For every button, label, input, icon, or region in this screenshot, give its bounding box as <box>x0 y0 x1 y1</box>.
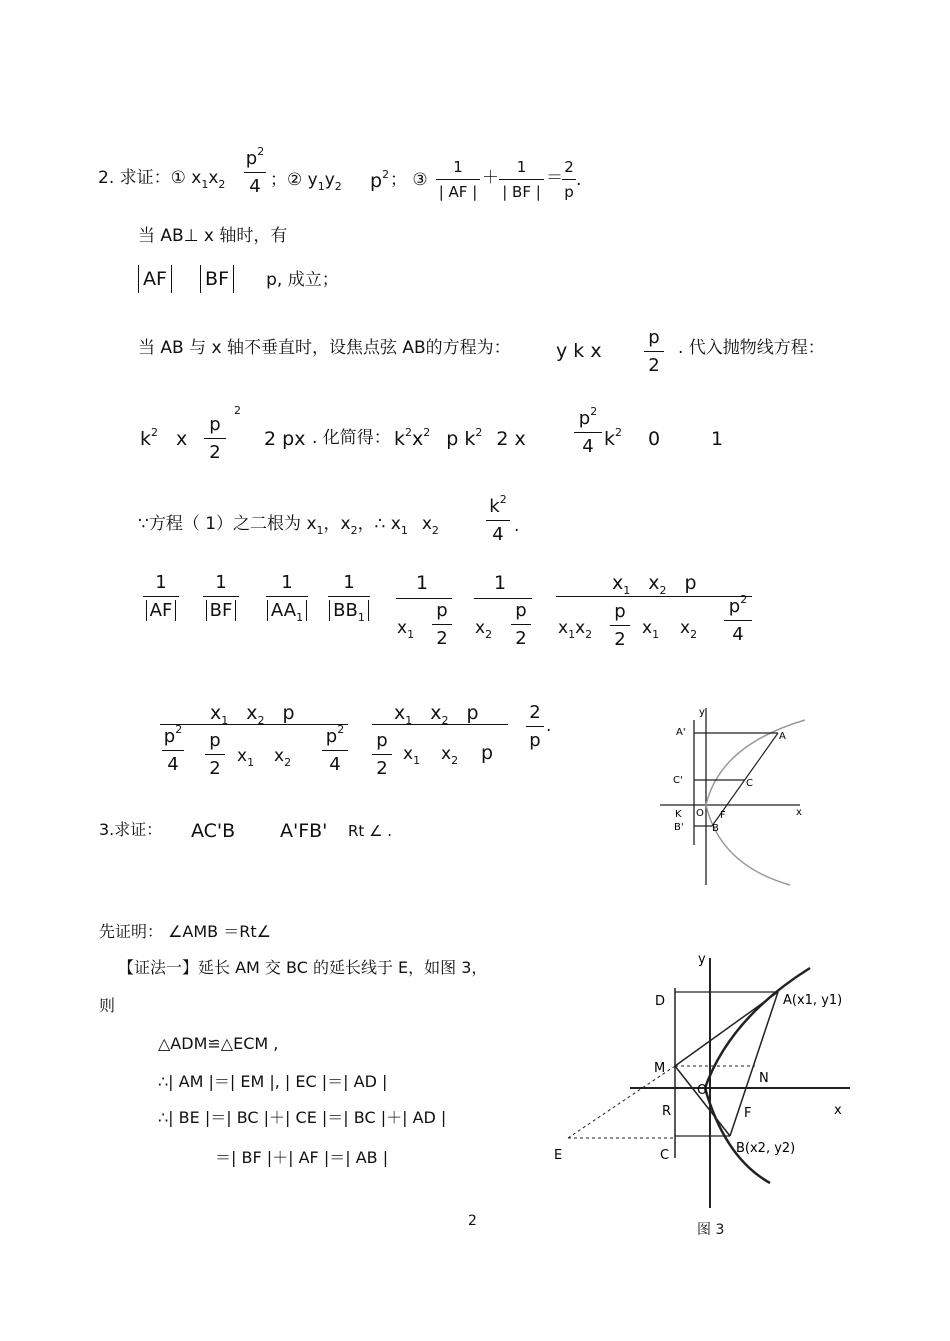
roots-end: . <box>514 516 520 536</box>
proof-title: 【证法一】延长 AM 交 BC 的延长线于 E，如图 3， <box>118 958 488 977</box>
fig1-label-o: O <box>696 808 704 819</box>
plus-sign: ＋ <box>482 168 499 188</box>
result-end: . <box>546 716 552 736</box>
frac-2-over-p: 2 p <box>562 160 576 200</box>
fig1-label-a1: A' <box>676 727 686 738</box>
c2-den-p: p <box>481 742 494 764</box>
f6-num: 1 <box>494 572 507 594</box>
af-bf-line: AF BF p, 成立； <box>138 270 339 289</box>
subst-frac-p-over-2: p 2 <box>204 416 226 462</box>
c2-den-x2: $x_2$ <box>441 744 459 767</box>
subst-square: 2 <box>234 404 241 417</box>
fig1-label-a: A <box>779 731 786 742</box>
claim-2-sep: ； ③ <box>390 170 428 190</box>
fig3-label-x: x <box>834 1103 842 1118</box>
f7-den-x2: $x_2$ <box>680 618 698 641</box>
c1-num: $x_1$ $x_2$ p <box>210 702 295 727</box>
claim-2-end: . <box>576 170 582 190</box>
c2-bar <box>372 724 508 725</box>
simplified-eq: $k^2x^2$ p $k^2$ 2 x <box>394 426 526 450</box>
f6-bar <box>474 598 532 599</box>
proof-line-3: ∴| BE |＝| BC |＋| CE |＝| BC |＋| AD | <box>158 1108 447 1127</box>
subst-lhs: $k^2$ x <box>140 426 188 450</box>
equals-zero: 0 <box>648 428 661 450</box>
f7-den-frac: p 2 <box>610 603 630 649</box>
fig1-label-b: B <box>712 823 719 834</box>
sum-frac-bb1: 1 $BB_1$ <box>328 574 370 620</box>
fig3-label-b: B(x2, y2) <box>736 1141 796 1156</box>
proof-line-2: ∴| AM |＝| EM |, | EC |＝| AD | <box>158 1072 388 1091</box>
fig3-label-d: D <box>655 994 666 1009</box>
sum-frac-af: 1 AF <box>143 574 179 620</box>
c2-num: $x_1$ $x_2$ p <box>394 702 479 727</box>
claim-3-acb: AC'B <box>191 820 236 842</box>
f7-bar <box>556 596 752 597</box>
equation-number: 1 <box>711 428 724 450</box>
simplified-frac: $p^2$ 4 <box>574 410 602 456</box>
nonperp-case-text: 当 AB 与 x 轴不垂直时，设焦点弦 AB的方程为： <box>138 338 511 358</box>
sum-frac-aa1: 1 $AA_1$ <box>266 574 308 620</box>
frac-k2-over-4: $k^2$ 4 <box>486 498 510 544</box>
simplify-text: . 化简得： <box>312 428 391 448</box>
result-frac: 2 p <box>526 704 544 750</box>
claim-3-afb: A'FB' <box>280 820 328 842</box>
fig3-label-a: A(x1, y1) <box>783 993 843 1008</box>
page-number: 2 <box>468 1213 477 1229</box>
c2-den-frac: p 2 <box>372 732 392 778</box>
fig1-label-c1: C' <box>673 775 683 786</box>
parabola-figure-1 <box>650 700 820 890</box>
claim-2-p2: $p^2$ <box>370 168 390 192</box>
frac-1-over-bf: 1 | BF | <box>499 160 544 200</box>
c1-den-frac3: $p^2$ 4 <box>322 728 348 774</box>
proof-line-4: ＝| BF |＋| AF |＝| AB | <box>215 1148 389 1167</box>
figure-3-caption: 图 3 <box>697 1222 725 1238</box>
c2-den-x1: $x_1$ <box>403 744 421 767</box>
c1-bar <box>160 724 348 725</box>
c1-den-frac1: $p^2$ 4 <box>163 723 183 775</box>
fig1-label-f: F <box>720 810 726 821</box>
proof-then: 则 <box>99 996 116 1015</box>
f5-bar <box>396 598 452 599</box>
proof-line-1: △ADM≌△ECM , <box>158 1034 279 1053</box>
c1-den-x1: $x_1$ <box>237 746 255 769</box>
substitute-text: . 代入抛物线方程： <box>678 338 825 358</box>
f7-den-x1x2: $x_1x_2$ <box>558 618 593 641</box>
fig1-label-k: K <box>675 809 682 820</box>
subst-rhs: 2 px <box>264 428 306 450</box>
fig3-label-r: R <box>662 1104 672 1119</box>
c1-den-frac2: p 2 <box>205 732 225 778</box>
c1-den-x2: $x_2$ <box>274 746 292 769</box>
frac-p-over-2: p 2 <box>644 329 664 375</box>
line-eq-ykx: y k x <box>556 340 602 362</box>
fig3-label-c: C <box>660 1148 670 1163</box>
f5-num: 1 <box>416 572 429 594</box>
equals-sign: ＝ <box>546 168 563 188</box>
frac-p2-over-4: $p^2$ 4 <box>245 145 265 197</box>
claim-3-rt: Rt ∠ . <box>348 822 393 840</box>
claim-2-prefix: 2. 求证：① $x_1x_2$ <box>98 168 226 191</box>
perp-case-text: 当 AB⊥ x 轴时，有 <box>138 226 288 246</box>
sum-frac-bf: 1 BF <box>203 574 239 620</box>
frac-1-over-af: 1 | AF | <box>436 160 480 200</box>
roots-text: ∵方程（ 1）之二根为 $x_1$，$x_2$，∴ $x_1$ $x_2$ <box>138 514 439 537</box>
f7-den-p2-over-4: $p^2$ 4 <box>724 598 752 644</box>
f6-den-x: $x_2$ <box>475 618 493 641</box>
claim-3-prefix: 3.求证： <box>99 820 163 839</box>
fig1-label-b1: B' <box>674 822 684 833</box>
fig3-label-e: E <box>554 1148 563 1163</box>
fig3-label-o: O <box>697 1083 708 1098</box>
first-prove-line: 先证明： ∠AMB ＝Rt∠ <box>99 922 271 941</box>
claim-2-part2: ；② $y_1y_2$ <box>270 170 342 193</box>
fig3-label-f: F <box>744 1106 752 1121</box>
fig1-label-y: y <box>699 707 705 718</box>
simplified-k2: $k^2$ <box>604 426 623 450</box>
f5-den-frac: p 2 <box>432 602 452 648</box>
fig3-label-n: N <box>759 1071 769 1086</box>
parabola-figure-3 <box>540 948 860 1248</box>
f7-num: $x_1$ $x_2$ p <box>612 572 697 597</box>
fig3-label-m: M <box>654 1061 666 1076</box>
f5-den-x: $x_1$ <box>397 618 415 641</box>
fig1-label-c: C <box>746 778 753 789</box>
f7-den-x1: $x_1$ <box>642 618 660 641</box>
fig1-label-x: x <box>796 807 802 818</box>
f6-den-frac: p 2 <box>511 602 531 648</box>
fig3-label-y: y <box>698 952 706 967</box>
